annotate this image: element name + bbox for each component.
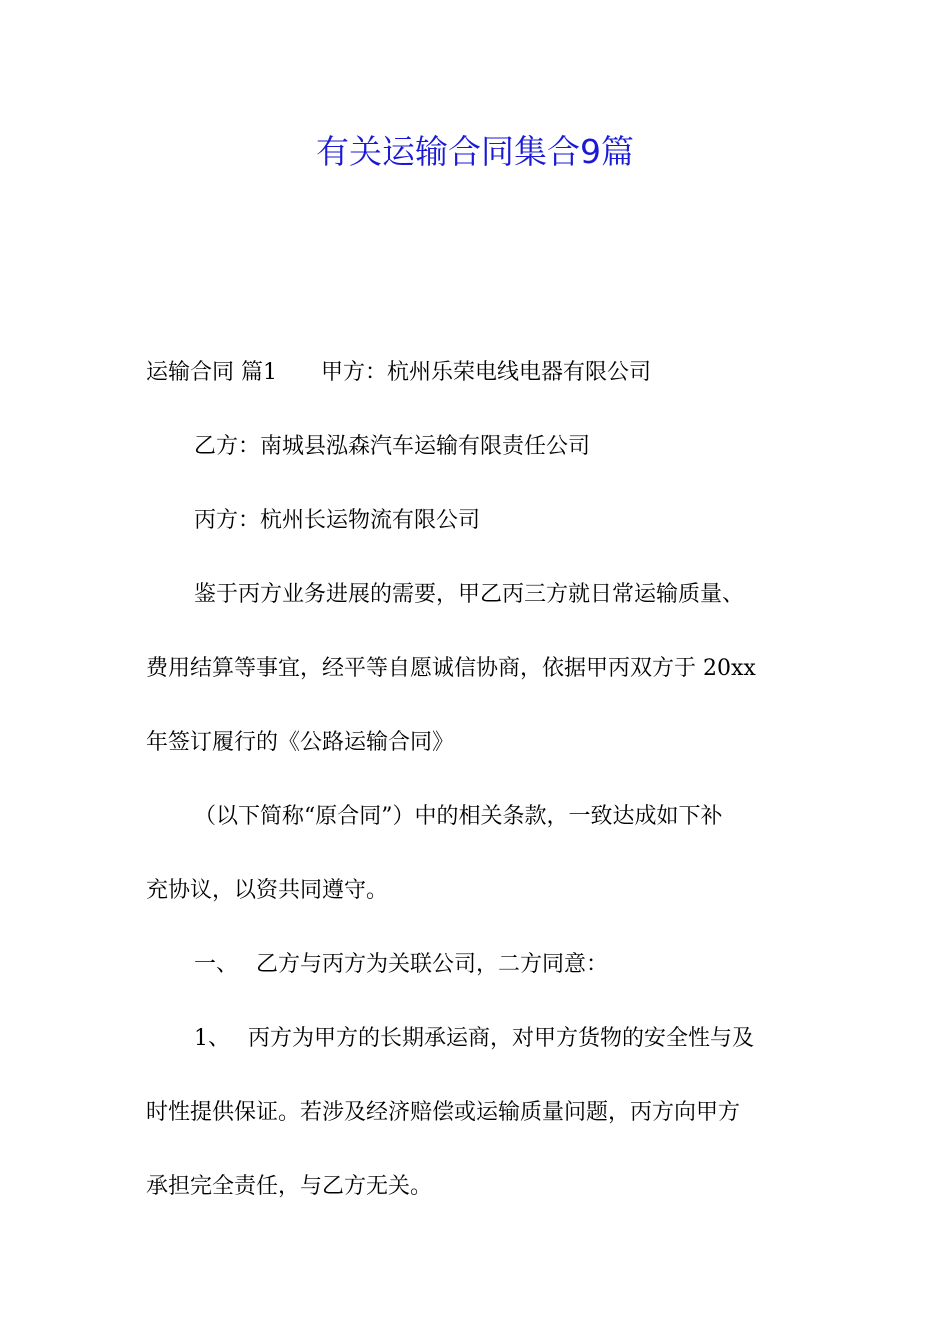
document-body [146,336,811,1224]
paragraph-line: 费用结算等事宜，经平等自愿诚信协商，依据甲丙双方于 20xx [146,656,756,681]
paragraph-line: 年签订履行的《公路运输合同》 [146,730,455,755]
clause-line [146,928,811,1002]
paragraph-line: 承担完全责任，与乙方无关。 [146,1174,433,1199]
paragraph-line: 充协议，以资共同遵守。 [146,878,389,903]
paragraph-line: 时性提供保证。若涉及经济赔偿或运输质量问题，丙方向甲方 [146,1100,741,1125]
paragraph-line: 鉴于丙方业务进展的需要，甲乙丙三方就日常运输质量、 [194,582,745,607]
clause-line [146,1002,811,1076]
paragraph-line: （以下简称“原合同”）中的相关条款，一致达成如下补 [194,804,723,829]
party-c: 丙方：杭州长运物流有限公司 [194,508,481,533]
text-line [146,336,811,410]
document-title: 有关运输合同集合9篇 [316,132,634,171]
section-heading: 运输合同 篇1 [146,360,277,385]
clause-number: 一、 [194,952,239,977]
clause-number: 1、 [194,1026,230,1051]
clause-text: 丙方为甲方的长期承运商，对甲方货物的安全性与及 [248,1026,755,1051]
party-a: 甲方：杭州乐荣电线电器有限公司 [321,360,652,385]
party-b: 乙方：南城县泓森汽车运输有限责任公司 [194,434,591,459]
clause-text: 乙方与丙方为关联公司，二方同意： [256,952,609,977]
